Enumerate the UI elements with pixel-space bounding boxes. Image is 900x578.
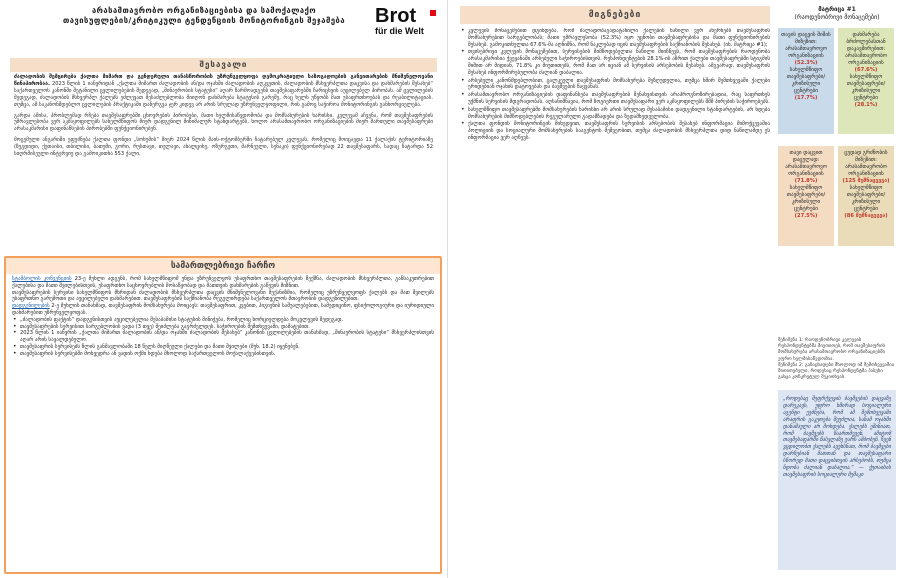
matrix-box-4-value-b: (86 მუშნაცვევა) bbox=[844, 213, 888, 219]
title-line-1: არასამთავრობო ორგანიზაციებისა და სამოქალაქო bbox=[91, 6, 317, 15]
matrix-box-3-value-b: (27.5%) bbox=[794, 213, 818, 219]
matrix-box-4-value: (125 მუშნაცვევა) bbox=[842, 178, 890, 184]
intro-heading: შესავალი bbox=[10, 58, 437, 72]
legal-bullet-2: • თავშესაფრების სერვისით სარგებლობის ვადა (3 თვე) შეიძლება გაგრძელდეს, საჭიროების შემთხვევაში, დამატებით. bbox=[12, 324, 434, 331]
legal-paragraph-2: თავშესაფრების სერვისი სახელმწიფოს მხრიდან ძალადობის მსხვერპლთა დაცვის მნიშვნელოვანი მექანიზმია, რომელიც უზრუნველყოფს ქალებს და მათ შვილებს უსაფრთხო გარემოთი და აუცილებელი დახმარებით. თავშესაფრების საქმიანობა რეგულირდება საქართველოს მთავრობის დადგენილებით. bbox=[12, 289, 434, 303]
matrix-box-2-value: (67.6%) bbox=[854, 67, 878, 73]
logo-red-square bbox=[430, 10, 436, 16]
legal-framework-box bbox=[4, 256, 442, 574]
finding-1: • კვლევის მონაცემებით დგინდება, რომ ძალადობაგადატანილი ქალების ნაწილი ვერ ახერხებს თავშესაფრის მომსახურებით სარგებლობას; მათი უმრავლესობა (52.3%) იყო უცნობი თავშესაფრებისა და მათი ფუნქციონირების შესახებ. გამოკითხულთა 67.6%-მა აღნიშნა, რომ ნაკლებად იცის თავშესაფრების საქმიანობის შესახებ. (იხ. მატრიცა #1); bbox=[460, 28, 770, 48]
finding-4: • არასამთავრობო ორგანიზაციების დაფინანსება თავშესაფრების შენახვისთვის არაპროგნოზირებადია, რაც საფრთხეს უქმნის სერვისის მდგრადობას. აღსანიშნავია, რომ ზოგიერთი თავშესაფარი ვერ აკმაყოფილებს შშმ პირების საჭიროებებს. bbox=[460, 92, 770, 106]
report-title bbox=[44, 6, 364, 26]
quote-text: „როდესაც შეფრქვევის ბავშვების დაცვაზე დარეკავს, უფრო ხშირად სოციალური აგენტი ეუბნება, რომ ამ შემთხვევაში არაფრის გაკეთება შეუძლია, სანამ ოჯახში დანაშაული არ მოხდება. ქალებს ეშინიათ, რომ ბავშვებს წაართმევენ, ამიტომ თავშესაფარში წასვლაზე უარს ამბობენ. ჩვენ ვცდილობთ ქალებს ავუხსნათ, რომ ბავშვები დარჩებიან მათთან და თავშესაფარი სწორედ მათი დაცვისთვის არსებობს, თუმცა ნდობა ძალიან დაბალია.“ — ქუთაისის თავშესაფრის სოციალური მუშაკი bbox=[783, 396, 891, 478]
intro-paragraph-3: მოცემული ანგარიში ეფუძნება ქალთა ფონდი „სოხუმის“ მიერ 2024 წლის მაის-ოქტომბერში ჩატარებულ კვლევას, რომელიც მოიცავდა 11 ქალაქის ტერიტორიაზე (ზუგდიდი, ქუთაისი, თბილისი, ბათუმი, გორი, რუსთავი, თელავი, ახალციხე, ოზურგეთი, მარნეული, სენაკი) ფუნქციონირებად 22 თავშესაფარს, სადაც ჩატარდა 52 სიღრმისეული ინტერვიუ და გამოიკითხა 553 ქალი. bbox=[14, 137, 433, 158]
finding-5: • სახელმწიფო თავშესაფრებში მომსახურების ხარისხი არ არის სრულად შესაბამისი დადგენილი სტანდარტების, არ ხდება მომსახურების მიმწოდებლების რეგულარული გადამზადება და ზედამხედველობა. bbox=[460, 107, 770, 121]
matrix-box-2-label-b: სახელმწიფო თავშესაფრები/კრიზისული ცენტრები bbox=[846, 74, 886, 101]
legal-text-3: 2-ე მუხლის თანახმად, თავშესაფრის მომსახურება მოიცავს: თავშესაფრით, კვებით, ჰიგიენის საშუალებებით, სამედიცინო, ფსიქოლოგიური და იურიდიული დახმარებით უზრუნველყოფას. bbox=[12, 303, 434, 316]
matrix-box-3-label: თავი დაცვით დაცულად: არასამთავროვო ორგანიზაციის bbox=[785, 150, 827, 177]
matrix-box-3-label-b: სახელმწიფო თავშესაფრები/კრიზისული ცენტრები bbox=[786, 185, 826, 212]
legal-paragraph-1 bbox=[12, 276, 434, 290]
right-page bbox=[452, 0, 900, 578]
intro-lead: ძალადობის შემცირება ქალთა მიმართ და გენდერული თანასწორობის უზრუნველყოფა დემოკრატიული საზოგადოების განვითარების მნიშვნელოვანი წინაპირობაა. bbox=[14, 74, 433, 87]
legal-bullet-3: • 2023 წლის 1 იანვრის „ქალთა მიმართ ძალადობის ან/და ოჯახში ძალადობის შესახებ“ კანონის ცვლილებების თანახმად, „შინაურობის სტატუსი“ მსხვერპლისთვის აღარ არის სავალდებულო. bbox=[12, 330, 434, 344]
matrix-box-2 bbox=[838, 28, 894, 134]
intro-paragraph-2: გარდა ამისა, პრობლემად რჩება თავშესაფრებში ცხოვრების პირობები, მათი ხელმისაწვდომობა და მომსახურების ხარისხი. კვლევამ აჩვენა, რომ თავშესაფრების უმრავლესობა ვერ აკმაყოფილებს სახელმწიფოს მიერ დადგენილ მინიმალურ სტანდარტებს, ხოლო არასამთავრობო ორგანიზაციების მიერ მართული თავშესაფრები არასაკმარისი დაფინანსების პირობებში ფუნქციონირებენ. bbox=[14, 112, 433, 133]
intro-text-1: 2023 წლის 1 იანვრიდან „ქალთა მიმართ ძალადობის ან/და ოჯახში ძალადობის აღკვეთის, ძალადობის მსხვერპლთა დაცვისა და დახმარების შესახებ“ საქართველოს კანონში შეტანილი ცვლილებების შედეგად, „შინაურობის სტატუსი“ აღარ წარმოადგენს თავშესაფარებში ჩარიცხვის აუცილებელ პირობას. ამ ცვლილების შედეგად, ძალადობის მსხვერპლ ქალებს ეძლევათ შესაძლებლობა მიიღონ დახმარება სტატუსის გარეშე, რაც ხელს უწყობს მათ უსაფრთხოებას და რეაბილიტაციას. თუმცა, ამ საკანონმდებლო ცვლილების პრაქტიკაში დანერგვა ჯერ კიდევ არ არის სრულად უზრუნველყოფილი, რის გამოც საჭიროა მონიტორინგის განხორციელება. bbox=[14, 80, 433, 108]
matrix-box-1 bbox=[778, 28, 834, 134]
matrix-title-sub: (რაოდენობრივი მონაცემები) bbox=[794, 14, 880, 21]
brot-fur-die-welt-logo bbox=[375, 6, 429, 44]
page-header bbox=[10, 0, 437, 58]
findings-column bbox=[460, 28, 770, 576]
matrix-box-1-value-b: (17.7%) bbox=[794, 95, 818, 101]
logo-subtitle: für die Welt bbox=[375, 26, 424, 36]
legal-framework-heading: სამართლებრივი ჩარჩო bbox=[6, 258, 440, 274]
matrix-box-2-label: დახმარება ბრძოლებასთან დაკავშირებით: არასამთავრობო ორგანიზაციის bbox=[845, 32, 887, 66]
quote-box bbox=[778, 390, 896, 570]
matrix-box-4-label: ცუდად გრძნობის მიზეზით: არასამთავრობო ორგანიზაციის bbox=[844, 150, 888, 177]
matrix-box-1-label: თავის დაცვის შიშის მიზეზით: არასამთავროვო ორგანიზაციის bbox=[781, 32, 831, 59]
decree-link[interactable]: დადგენილების bbox=[12, 303, 50, 310]
intro-paragraph-1 bbox=[10, 72, 437, 111]
intro-section bbox=[10, 72, 437, 248]
matrix-box-4 bbox=[838, 146, 894, 246]
legal-bullet-1: • „ძალადობის ფაქტის“ დადგენისთვის აუცილებელია შესაბამისი სტატუსის მინიჭება, რომელიც ხორციელდება მოკვლევის შედეგად. bbox=[12, 317, 434, 324]
istanbul-convention-link[interactable]: სტამბოლის კონვენციის bbox=[12, 276, 72, 282]
legal-bullet-4: • თავშესაფრის სერვისებს წლის განმავლობაში 18 წელს მიღწეული ქალები და მათი შვილები (მუხ. 18.2) იყენებენ. bbox=[12, 344, 434, 351]
logo-brand: Brot bbox=[375, 5, 417, 27]
matrix-box-1-value: (52.3%) bbox=[794, 60, 818, 66]
legal-paragraph-3 bbox=[12, 303, 434, 317]
matrix-title-main: მატრიცა #1 bbox=[818, 6, 856, 13]
finding-2: • თვისებრივი კვლევის მონაცემებით, სერვისების მიმწოდებელთა ნაწილი მიიჩნევს, რომ თავშესაფრების რაოდენობა არასაკმარისია ქვეყანაში არსებული საჭიროებისთვის. რესპონდენტების 28.1%-ის აზრით ქალები თავშესაფრებში სტიგმის შიშით არ მიდიან, 71.8% კი მიუთითებს, რომ მათ არ იციან ამ სერვისის არსებობის შესახებ. ამგვარად, თავშესაფრის შესახებ ინფორმირებულობა ძალიან დაბალია. bbox=[460, 49, 770, 76]
legal-text-1: 23-ე მუხლი ადგენს, რომ სახელმწიფომ უნდა უზრუნველყოს უსაფრთხო თავშესაფრების შექმნა, ძალადობის მსხვერპლთა, განსაკუთრებით ქალებისა და მათი შვილებისთვის, უსაფრთხო საცხოვრებლის მოსაწყობად და მათთვის დახმარების გაწევის მიზნით. bbox=[12, 276, 434, 289]
matrix-box-2-value-b: (28.1%) bbox=[854, 102, 878, 108]
finding-6: • ქალთა ფონდის მონიტორინგის მიხედვით, თავშესაფრის სერვისის არსებობის შესახებ ინფორმაცია მიმოქცევაშია პოლიციის და სოციალური მომსახურების სააგენტოს მეშვეობით, თუმცა ძალადობის მსხვერპლთა დიდ ნაწილამდე ეს ინფორმაცია ვერ აღწევს. bbox=[460, 121, 770, 141]
matrix-box-3 bbox=[778, 146, 834, 246]
matrix-note-2: შენიშვნა 2: განაცხადები მხოლოდ იმ შემთხვევაშია მითითებული, როდესაც რესპონდენტმა პასუხი გასცა კონკრეტულ შეკითხვას. bbox=[778, 362, 895, 381]
title-line-2: თავისუფლების/კრიტიკული ტენდენციის მონიტორინგის შეჯამება bbox=[62, 16, 346, 25]
left-page bbox=[0, 0, 448, 578]
legal-bullet-5: • თავშესაფრის სერვისებში მოხვედრა ან ვადის ოქმი ხდება მხოლოდ საქართველოს მოქალაქეებისთვის. bbox=[12, 351, 434, 358]
legal-framework-body bbox=[6, 274, 440, 572]
matrix-notes bbox=[778, 338, 896, 381]
matrix-box-4-label-b: სახელმწიფო თავშესაფრები/კრიზისული ცენტრები bbox=[846, 185, 886, 212]
matrix-box-1-label-b: სახელმწიფო თავშესაფრები/კრიზისული ცენტრები bbox=[786, 67, 826, 94]
matrix-box-3-value: (71.8%) bbox=[794, 178, 818, 184]
findings-heading: მიგნებები bbox=[460, 6, 770, 24]
finding-3: • არსებული კანონმდებლობით, ცალკეული თავშესაფრის მომსახურება შეზღუდულია, თუმცა ხშირ შემთხვევაში ქალები ერიდებიან ოჯახის დატოვებას და ბავშვების წაყვანას. bbox=[460, 78, 770, 92]
matrix-title bbox=[778, 6, 896, 22]
matrix-note-1: შენიშვნა 1: რაოდენობრივი კვლევის რესპონდენტებმა მიუთითეს, რომ თავშესაფრის მომსახურება არასამთავრობო ორგანიზაციებში უფრო ხელმისაწვდომია. bbox=[778, 338, 885, 362]
